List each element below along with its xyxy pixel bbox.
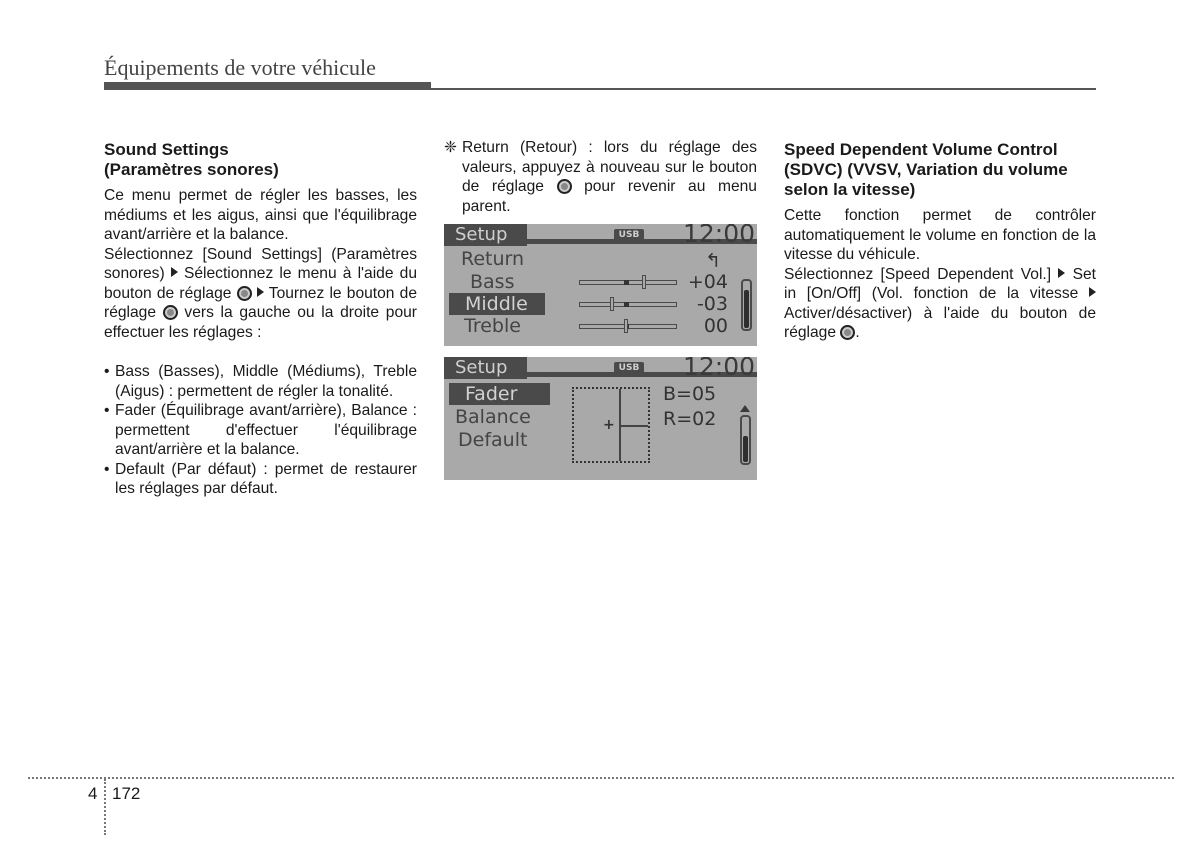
return-note: ❈ Return (Retour) : lors du réglage des valeurs, appuyez à nouveau sur le bouton de réglage pour revenir au menu parent.: [444, 139, 757, 215]
list-item: • Bass (Basses), Middle (Médiums), Treble (Aigus) : permettent de régler la tonalité.: [104, 362, 417, 401]
column-return-note: [444, 138, 757, 216]
page-number: 172: [112, 784, 141, 803]
treble-slider[interactable]: [579, 324, 677, 329]
sound-settings-intro: Ce menu permet de régler les basses, les médiums et les aigus, ainsi que l'équilibrage avant/arrière et la balance.: [104, 187, 417, 243]
clock: 12:00: [682, 357, 755, 381]
scrollbar[interactable]: [740, 415, 751, 465]
clock: 12:00: [682, 224, 755, 248]
slider-center-mark: [624, 302, 629, 307]
list-item: • Default (Par défaut) : permet de restaurer les réglages par défaut.: [104, 460, 417, 499]
list-item: • Fader (Équilibrage avant/arrière), Balance : permettent d'effectuer l'équilibrage avant/arrière et la balance.: [104, 401, 417, 460]
setup-screen-fader: [444, 357, 757, 480]
column-sound-settings: [104, 140, 417, 499]
footer-vertical-divider: [104, 779, 106, 835]
middle-slider[interactable]: [579, 302, 677, 307]
page-header-title: Équipements de votre véhicule: [104, 55, 376, 80]
arrow-right-icon: [171, 267, 178, 277]
scrollbar[interactable]: [741, 279, 752, 331]
tune-knob-icon: [840, 325, 855, 340]
treble-value: 00: [703, 315, 728, 337]
setup-screen-tone: [444, 224, 757, 346]
sdvc-heading: Speed Dependent Volume Control (SDVC) (VVSV, Variation du volume selon la vitesse): [784, 140, 1068, 199]
slider-thumb[interactable]: [624, 319, 628, 333]
tune-knob-icon: [237, 286, 252, 301]
return-icon: ↰: [705, 250, 721, 272]
fader-balance-grid[interactable]: [572, 387, 650, 463]
bass-value: +04: [687, 271, 728, 293]
balance-value: R=02: [663, 408, 717, 430]
slider-center-mark: [624, 280, 629, 285]
fader-value: B=05: [663, 383, 717, 405]
usb-badge: USB: [614, 362, 644, 374]
sdvc-instructions: Sélectionnez [Speed Dependent Vol.] Set in [On/Off] (Vol. fonction de la vitesse Activer/désactiver) à l'aide du bouton de réglage .: [784, 265, 1096, 341]
scroll-up-icon[interactable]: [740, 405, 750, 412]
tune-knob-icon: [163, 305, 178, 320]
scrollbar-thumb[interactable]: [743, 436, 748, 462]
slider-thumb[interactable]: [642, 275, 646, 289]
menu-item-fader[interactable]: Fader: [449, 383, 550, 405]
menu-item-balance[interactable]: Balance: [455, 406, 531, 428]
bass-slider[interactable]: [579, 280, 677, 285]
sound-settings-heading: Sound Settings (Paramètres sonores): [104, 140, 279, 179]
sound-settings-list: [104, 362, 417, 499]
column-sdvc: [784, 140, 1096, 343]
menu-item-default[interactable]: Default: [458, 429, 528, 451]
note-mark-icon: ❈: [444, 139, 458, 156]
sound-settings-instructions: Sélectionnez [Sound Settings] (Paramètres sonores) Sélectionnez le menu à l'aide du bouton de réglage Tournez le bouton de réglage vers la gauche ou la droite pour effectuer les réglages :: [104, 245, 418, 341]
middle-value: -03: [696, 293, 728, 315]
arrow-right-icon: [1058, 268, 1065, 278]
screen-status-bar: [444, 224, 757, 246]
footer-divider: [28, 777, 1174, 779]
tune-knob-icon: [557, 179, 572, 194]
arrow-right-icon: [257, 287, 264, 297]
menu-item-return[interactable]: Return: [461, 248, 525, 270]
arrow-right-icon: [1089, 287, 1096, 297]
grid-horizontal-line: [619, 425, 648, 427]
balance-position-marker: +: [603, 417, 615, 433]
chapter-number: 4: [88, 784, 98, 803]
menu-item-bass[interactable]: Bass: [470, 271, 515, 293]
usb-badge: USB: [614, 229, 644, 241]
sdvc-intro: Cette fonction permet de contrôler automatiquement le volume en fonction de la vitesse du véhicule.: [784, 207, 1096, 263]
menu-item-treble[interactable]: Treble: [464, 315, 521, 337]
screen-status-bar: [444, 357, 757, 379]
screen-title: Setup: [444, 224, 527, 246]
slider-thumb[interactable]: [610, 297, 614, 311]
header-rule-thin: [104, 88, 1096, 90]
screen-title: Setup: [444, 357, 527, 379]
scrollbar-thumb[interactable]: [744, 290, 749, 328]
menu-item-middle[interactable]: Middle: [449, 293, 545, 315]
